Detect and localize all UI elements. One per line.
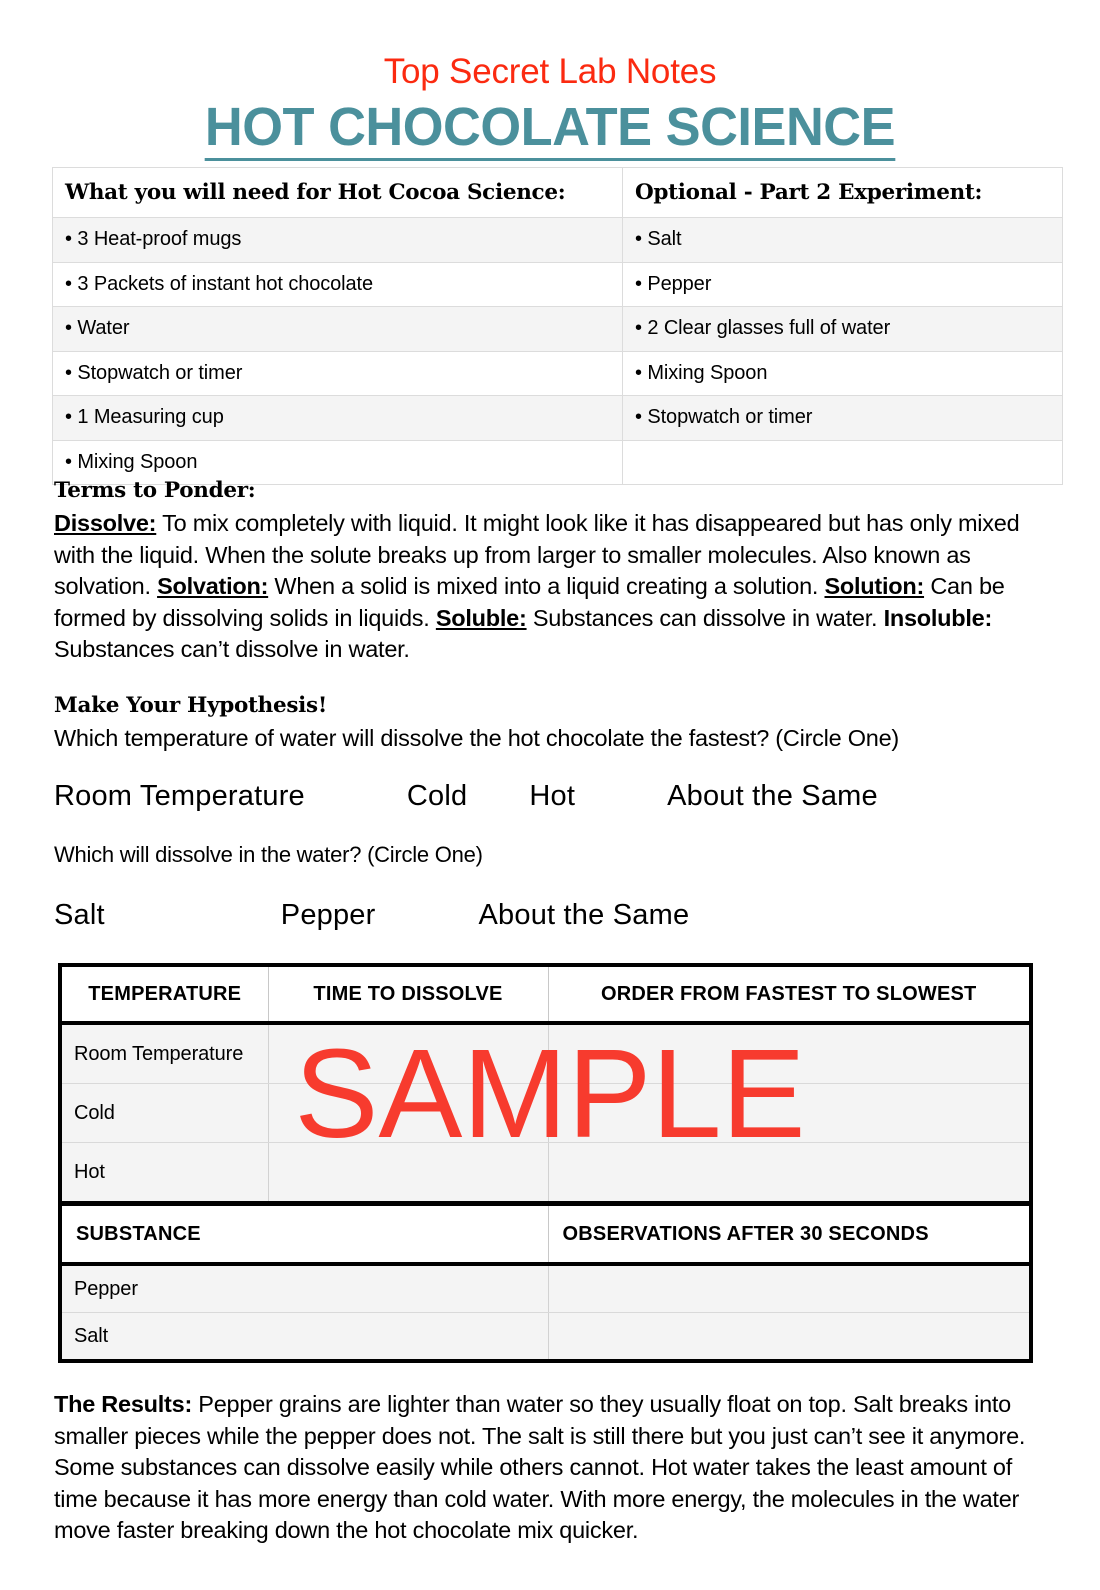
substance-header-cell-2: OBSERVATIONS AFTER 30 SECONDS xyxy=(548,1204,1031,1264)
materials-cell: • 3 Heat-proof mugs xyxy=(53,218,623,263)
temperature-row-label: Room Temperature xyxy=(60,1023,268,1084)
table-row xyxy=(53,351,1063,396)
results-text: Pepper grains are lighter than water so they usually float on top. Salt breaks into smaller pieces while the pepper does not. The salt is still there but you just can’t see it anymore. Some substances can dissolve easily while others cannot. Hot water takes the least amount of time because it has more energy than cold water. With more energy, the molecules in the water move faster breaking down the hot chocolate mix quicker. xyxy=(54,1391,1026,1543)
temperature-order-cell[interactable] xyxy=(548,1084,1031,1143)
option-room-temperature[interactable]: Room Temperature xyxy=(54,780,305,812)
materials-cell: • Salt xyxy=(623,218,1063,263)
term-solvation: Solvation: xyxy=(157,573,269,599)
substance-data-table xyxy=(58,1202,1033,1363)
term-dissolve: Dissolve: xyxy=(54,510,157,536)
materials-cell: • Stopwatch or timer xyxy=(623,396,1063,441)
option-cold[interactable]: Cold xyxy=(406,780,468,812)
sample-watermark: SAMPLE xyxy=(294,1023,806,1164)
materials-cell: • Water xyxy=(53,307,623,352)
substance-header-row xyxy=(60,1204,1031,1264)
materials-header-row xyxy=(53,168,1063,218)
term-soluble-definition: Substances can dissolve in water. xyxy=(526,604,884,631)
temperature-order-cell[interactable] xyxy=(548,1023,1031,1084)
option-about-the-same[interactable]: About the Same xyxy=(667,780,878,812)
term-solvation-definition: When a solid is mixed into a liquid creating a solution. xyxy=(268,573,825,599)
temperature-header-cell-3: ORDER FROM FASTEST TO SLOWEST xyxy=(548,965,1031,1023)
table-row xyxy=(60,1143,1031,1204)
temperature-row-label: Cold xyxy=(60,1084,268,1143)
materials-cell: • 1 Measuring cup xyxy=(53,396,623,441)
term-dissolve-definition: To mix completely with liquid. It might look like it has disappeared but has only mixed with the liquid. When the solute breaks up from larger to smaller molecules. Also known as solvation. xyxy=(54,510,1020,599)
term-solution: Solution: xyxy=(824,573,925,599)
materials-table xyxy=(52,167,1063,485)
hypothesis-options-substance xyxy=(54,898,1054,932)
temperature-row-label: Hot xyxy=(60,1143,268,1204)
option-salt[interactable]: Salt xyxy=(54,899,105,931)
substance-header-cell-1: SUBSTANCE xyxy=(60,1204,548,1264)
hypothesis-question-2: Which will dissolve in the water? (Circle One) xyxy=(54,842,483,867)
materials-cell: • Stopwatch or timer xyxy=(53,351,623,396)
temperature-header-row xyxy=(60,965,1031,1023)
term-soluble: Soluble: xyxy=(435,604,527,631)
substance-row-label: Salt xyxy=(60,1313,548,1362)
temperature-time-cell[interactable] xyxy=(268,1023,548,1084)
substance-observation-cell[interactable] xyxy=(548,1313,1031,1362)
table-row xyxy=(60,1084,1031,1143)
hypothesis-heading: Make Your Hypothesis! xyxy=(54,693,327,718)
table-row xyxy=(60,1313,1031,1362)
temperature-order-cell[interactable] xyxy=(548,1143,1031,1204)
temperature-time-cell[interactable] xyxy=(268,1143,548,1204)
terms-heading: Terms to Ponder: xyxy=(54,478,256,503)
option-hot[interactable]: Hot xyxy=(529,780,576,812)
temperature-data-table xyxy=(58,963,1033,1205)
option-pepper[interactable]: Pepper xyxy=(280,899,376,931)
materials-cell: • Pepper xyxy=(623,262,1063,307)
materials-cell xyxy=(623,440,1063,485)
materials-cell: • Mixing Spoon xyxy=(623,351,1063,396)
hypothesis-options-temperature xyxy=(54,779,1054,813)
page-title xyxy=(17,98,1084,161)
temperature-header-cell-2: TIME TO DISSOLVE xyxy=(268,965,548,1023)
table-row xyxy=(60,1264,1031,1313)
term-insoluble-definition: Substances can’t dissolve in water. xyxy=(54,636,410,662)
option-about-the-same-2[interactable]: About the Same xyxy=(478,899,690,931)
materials-header-cell-1: What you will need for Hot Cocoa Science: xyxy=(53,168,623,218)
materials-cell: • 2 Clear glasses full of water xyxy=(623,307,1063,352)
materials-cell: • Mixing Spoon xyxy=(53,440,623,485)
substance-observation-cell[interactable] xyxy=(548,1264,1031,1313)
table-row xyxy=(53,262,1063,307)
materials-header-cell-2: Optional - Part 2 Experiment: xyxy=(623,168,1063,218)
terms-paragraph xyxy=(54,508,1054,666)
temperature-time-cell[interactable] xyxy=(268,1084,548,1143)
hypothesis-question-1: Which temperature of water will dissolve the hot chocolate the fastest? (Circle One) xyxy=(54,725,899,751)
table-row xyxy=(53,218,1063,263)
results-paragraph xyxy=(54,1389,1059,1547)
materials-cell: • 3 Packets of instant hot chocolate xyxy=(53,262,623,307)
table-row xyxy=(53,396,1063,441)
table-row xyxy=(60,1023,1031,1084)
substance-row-label: Pepper xyxy=(60,1264,548,1313)
term-solution-definition: Can be formed by dissolving solids in liquids. xyxy=(54,573,1005,631)
page-title-text: HOT CHOCOLATE SCIENCE xyxy=(205,98,895,161)
table-row xyxy=(53,307,1063,352)
results-label: The Results: xyxy=(54,1391,193,1417)
temperature-header-cell-1: TEMPERATURE xyxy=(60,965,268,1023)
term-insoluble: Insoluble: xyxy=(883,604,993,631)
page-kicker: Top Secret Lab Notes xyxy=(383,52,717,91)
